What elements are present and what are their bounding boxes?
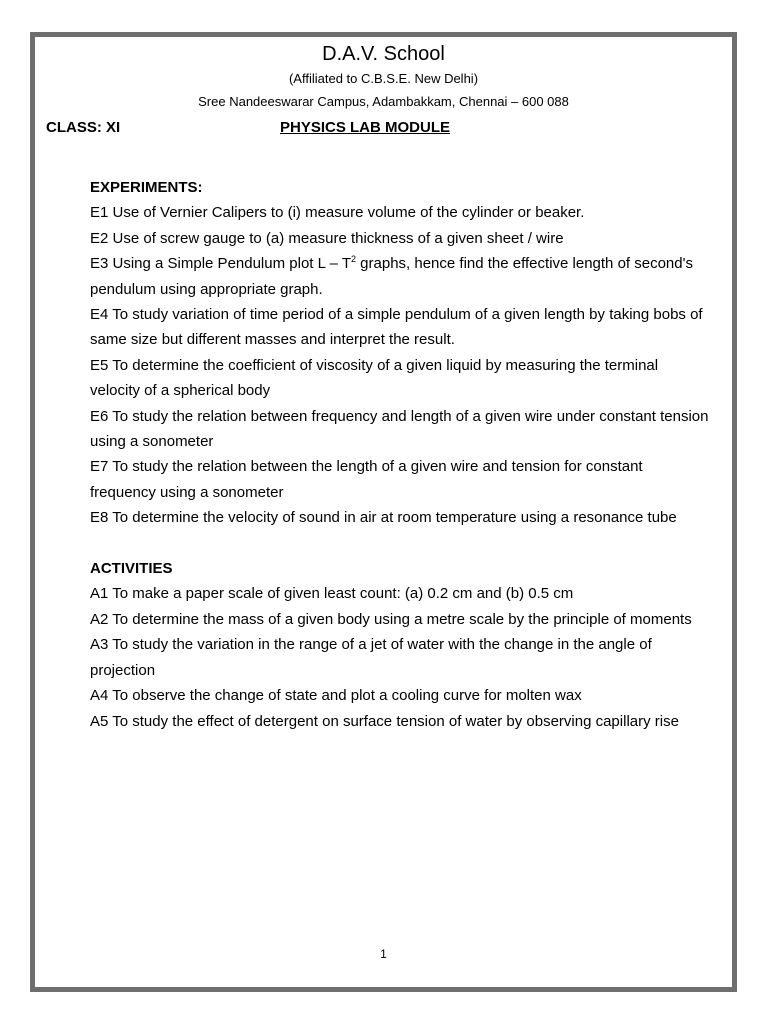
page-frame: [30, 32, 737, 992]
affiliation-line: (Affiliated to C.B.S.E. New Delhi): [288, 71, 479, 86]
content-body: [90, 175, 712, 734]
address-line: Sree Nandeeswarar Campus, Adambakkam, Chennai – 600 088: [198, 94, 569, 109]
activity-a2: A2 To determine the mass of a given body using a metre scale by the principle of moments: [90, 610, 692, 628]
experiment-e1: E1 Use of Vernier Calipers to (i) measure volume of the cylinder or beaker.: [90, 204, 585, 222]
experiment-e4: E4 To study variation of time period of a simple pendulum of a given length by taking bobs of same size but different masses and interpret the result.: [90, 306, 703, 349]
class-label: CLASS: XI: [46, 119, 121, 136]
experiment-e5: E5 To determine the coefficient of viscosity of a given liquid by measuring the terminal velocity of a spherical body: [90, 356, 659, 400]
activity-a1: A1 To make a paper scale of given least count: (a) 0.2 cm and (b) 0.5 cm: [90, 585, 574, 603]
activity-a4: A4 To observe the change of state and plot a cooling curve for molten wax: [90, 687, 582, 705]
experiment-e8: E8 To determine the velocity of sound in air at room temperature using a resonance tube: [90, 509, 677, 527]
activity-a3: A3 To study the variation in the range of a jet of water with the change in the angle of projection: [90, 636, 652, 679]
experiment-e3-part2: graphs, hence find the effective length of second's pendulum using appropriate graph.: [90, 255, 693, 298]
experiment-e3-part1: E3 Using a Simple Pendulum plot L – T: [90, 255, 351, 273]
section-spacer: [90, 531, 712, 556]
experiment-e2: E2 Use of screw gauge to (a) measure thickness of a given sheet / wire: [90, 229, 564, 247]
activity-a5: A5 To study the effect of detergent on surface tension of water by observing capillary rise: [90, 712, 679, 730]
experiment-e6: E6 To study the relation between frequency and length of a given wire under constant tension using a sonometer: [90, 407, 709, 451]
experiment-e7: E7 To study the relation between the length of a given wire and tension for constant frequency using a sonometer: [90, 458, 643, 501]
experiments-heading: EXPERIMENTS:: [90, 179, 203, 196]
page-number: 1: [380, 947, 387, 961]
experiment-e3: [90, 251, 712, 302]
school-name: D.A.V. School: [322, 43, 445, 65]
experiment-e3-superscript: 2: [350, 254, 356, 265]
module-title: PHYSICS LAB MODULE: [280, 119, 451, 136]
activities-heading: ACTIVITIES: [90, 560, 173, 578]
